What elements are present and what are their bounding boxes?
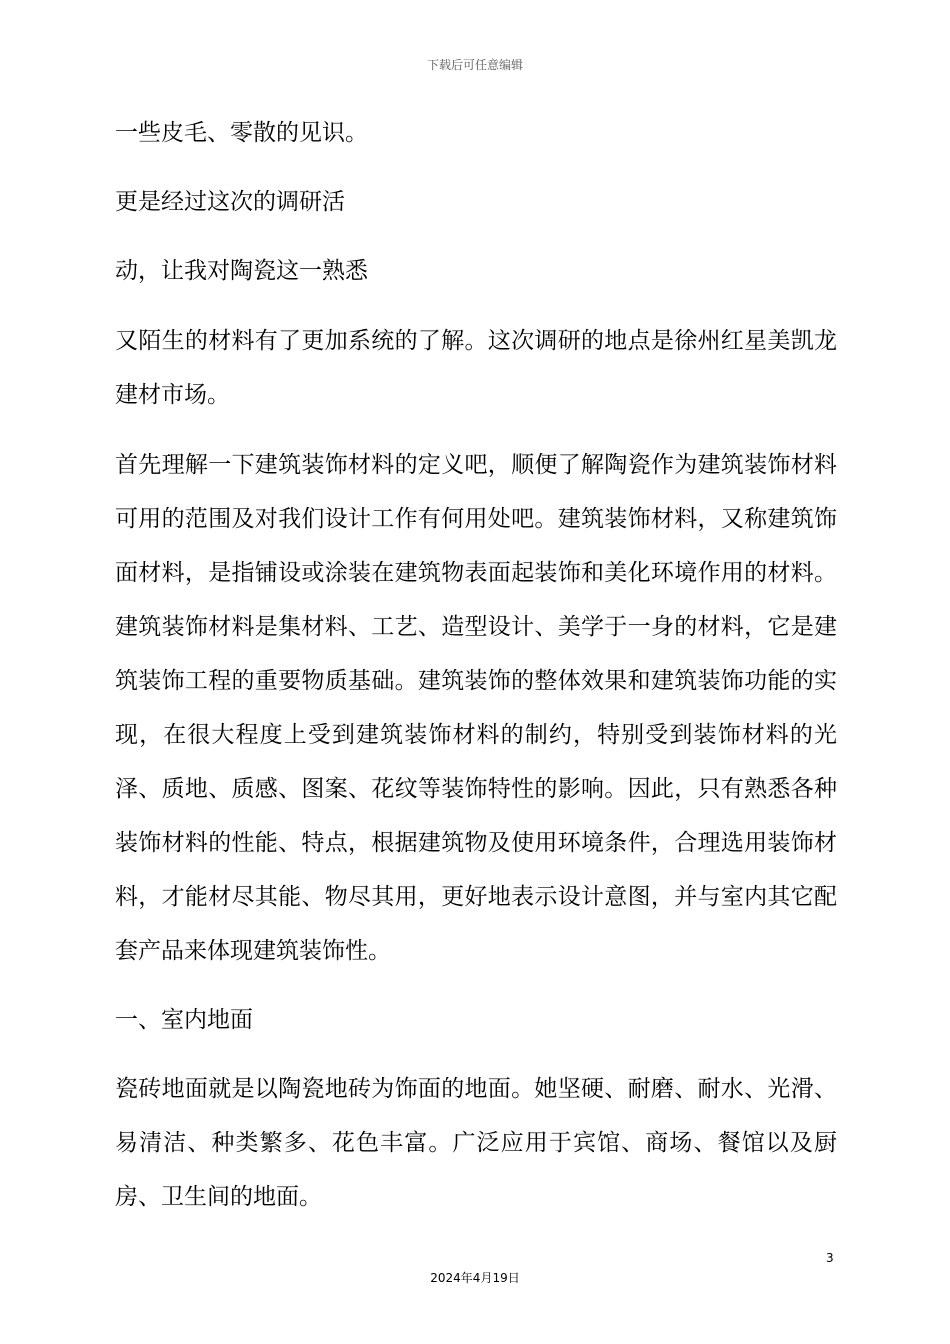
paragraph-3: 瓷砖地面就是以陶瓷地砖为饰面的地面。她坚硬、耐磨、耐水、光滑、易清洁、种类繁多、花色丰富。广泛应用于宾馆、商场、餐馆以及厨房、卫生间的地面。 (115, 1076, 837, 1210)
paragraph-1: 又陌生的材料有了更加系统的了解。这次调研的地点是徐州红星美凯龙建材市场。 (115, 328, 837, 408)
section-heading: 一、室内地面 (115, 1007, 253, 1033)
text-line-3: 动，让我对陶瓷这一熟悉 (115, 258, 368, 284)
text-line-1: 一些皮毛、零散的见识。 (115, 120, 368, 146)
paragraph-2: 首先理解一下建筑装饰材料的定义吧，顺便了解陶瓷作为建筑装饰材料可用的范围及对我们设计工作有何用处吧。建筑装饰材料，又称建筑饰面材料，是指铺设或涂装在建筑物表面起装饰和美化环境作用的材料。建筑装饰材料是集材料、工艺、造型设计、美学于一身的材料，它是建筑装饰工程的重要物质基础。建筑装饰的整体效果和建筑装饰功能的实现，在很大程度上受到建筑装饰材料的制约，特别受到装饰材料的光泽、质地、质感、图案、花纹等装饰特性的影响。因此，只有熟悉各种装饰材料的性能、特点，根据建筑物及使用环境条件，合理选用装饰材料，才能材尽其能、物尽其用，更好地表示设计意图，并与室内其它配套产品来体现建筑装饰性。 (115, 452, 837, 964)
page-header: 下载后可任意编辑 (426, 58, 523, 72)
page-footer-date: 2024年4月19日 (430, 1271, 520, 1285)
page-number: 3 (826, 1251, 834, 1265)
text-line-2: 更是经过这次的调研活 (115, 189, 345, 215)
